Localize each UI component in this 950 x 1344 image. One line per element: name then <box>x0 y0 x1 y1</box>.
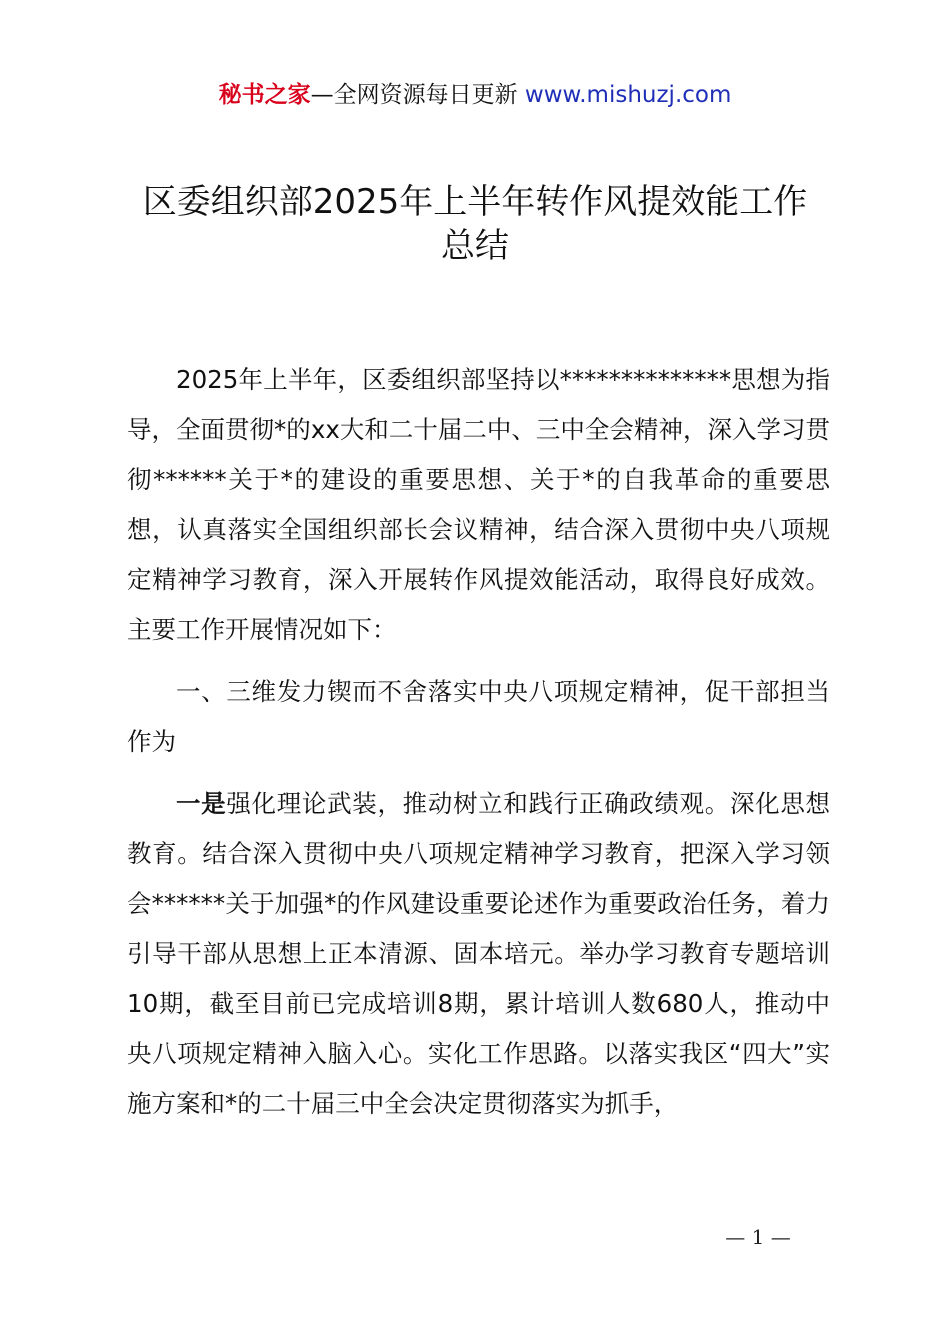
item-1-paragraph <box>127 779 830 1129</box>
section-1-heading: 一、三维发力锲而不舍落实中央八项规定精神，促干部担当作为 <box>127 677 830 756</box>
site-header <box>0 78 950 112</box>
title-line-2: 总结 <box>441 226 509 266</box>
intro-paragraph: 2025年上半年，区委组织部坚持以**************思想为指导，全面贯彻*的xx大和二十届二中、三中全会精神，深入学习贯彻******关于*的建设的重要思想、关于*的自我革命的重要思想，认真落实全国组织部长会议精神，结合深入贯彻中央八项规定精神学习教育，深入开展转作风提效能活动，取得良好成效。主要工作开展情况如下： <box>127 365 830 644</box>
document-body <box>127 355 830 1129</box>
item-1-text: 强化理论武装，推动树立和践行正确政绩观。深化思想教育。结合深入贯彻中央八项规定精神学习教育，把深入学习领会******关于加强*的作风建设重要论述作为重要政治任务，着力引导干部从思想上正本清源、固本培元。举办学习教育专题培训10期，截至目前已完成培训8期，累计培训人数680人，推动中央八项规定精神入脑入心。实化工作思路。以落实我区“四大”实施方案和*的二十届三中全会决定贯彻落实为抓手， <box>127 789 831 1118</box>
page-number: — 1 — <box>725 1225 791 1249</box>
title-line-1: 区委组织部2025年上半年转作风提效能工作 <box>142 182 808 222</box>
document-title <box>110 180 840 268</box>
brand-name: 秘书之家 <box>218 82 311 108</box>
site-url[interactable]: www.mishuzj.com <box>524 82 732 108</box>
header-tagline: —全网资源每日更新 <box>310 82 518 108</box>
item-1-lead: 一是 <box>176 789 227 818</box>
